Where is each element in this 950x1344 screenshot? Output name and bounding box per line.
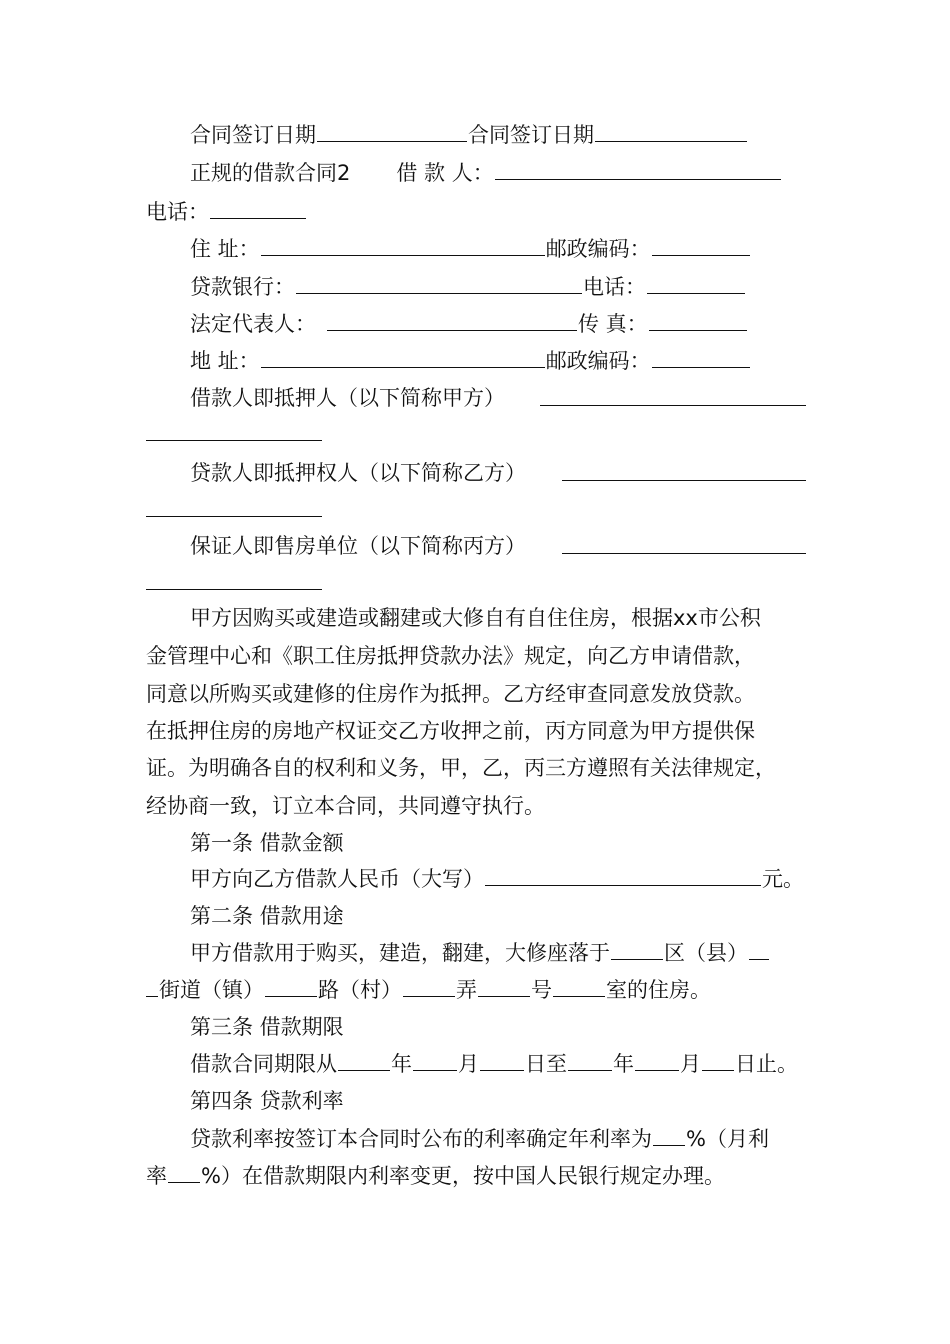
article-2-t7: 室的住房。	[606, 978, 711, 1002]
article-4-t3: 率	[146, 1164, 167, 1188]
article-1-text	[190, 864, 804, 894]
article-2-t1: 甲方借款用于购买，建造，翻建，大修座落于	[190, 941, 610, 965]
article-4-t4: %）在借款期限内利率变更，按中国人民银行规定办理。	[201, 1164, 725, 1188]
article-3-month-2: 月	[680, 1052, 701, 1076]
borrower-label: 借 款 人：	[396, 161, 494, 185]
article-4-t1: 贷款利率按签订本合同时公布的利率确定年利率为	[190, 1127, 652, 1151]
address-blank[interactable]	[261, 235, 545, 256]
lane-blank[interactable]	[403, 976, 455, 997]
district-blank[interactable]	[611, 939, 663, 960]
article-4-text-1	[190, 1124, 769, 1154]
article-2-t5: 弄	[456, 978, 477, 1002]
title-borrower-line	[190, 158, 782, 188]
document-title: 正规的借款合同2	[190, 161, 351, 185]
bank-line	[190, 272, 746, 302]
article-3-day-to: 日至	[525, 1052, 567, 1076]
article-3-text	[190, 1049, 798, 1079]
start-month-blank[interactable]	[413, 1050, 457, 1071]
loan-amount-blank[interactable]	[485, 865, 761, 886]
representative-label: 法定代表人：	[190, 312, 316, 336]
article-2-t3: 街道（镇）	[159, 978, 264, 1002]
party-b-blank[interactable]	[562, 480, 806, 481]
bank-phone-label: 电话：	[583, 275, 646, 299]
party-a-blank[interactable]	[540, 405, 806, 406]
phone-label: 电话：	[146, 200, 209, 224]
annual-rate-blank[interactable]	[653, 1125, 685, 1146]
article-4-t2: %（月利	[686, 1127, 769, 1151]
article-3-day-end: 日止。	[735, 1052, 798, 1076]
article-2-t2: 区（县）	[664, 941, 748, 965]
article-3-year-2: 年	[613, 1052, 634, 1076]
party-a-blank-cont[interactable]	[146, 440, 322, 441]
article-1-title: 第一条 借款金额	[190, 831, 344, 855]
road-blank[interactable]	[265, 976, 317, 997]
article-3-year-1: 年	[391, 1052, 412, 1076]
intro-line-2: 金管理中心和《职工住房抵押贷款办法》规定，向乙方申请借款，	[146, 644, 755, 668]
address-line-2	[190, 346, 751, 376]
article-1-text-b: 元。	[762, 867, 804, 891]
article-3-t1: 借款合同期限从	[190, 1052, 337, 1076]
intro-line-6: 经协商一致，订立本合同，共同遵守执行。	[146, 794, 545, 818]
postcode-label: 邮政编码：	[545, 237, 651, 261]
number-blank[interactable]	[478, 976, 530, 997]
monthly-rate-blank[interactable]	[168, 1162, 200, 1183]
intro-line-5: 证。为明确各自的权利和义务，甲，乙，丙三方遵照有关法律规定，	[146, 756, 776, 780]
signing-date-blank-2[interactable]	[595, 121, 747, 142]
phone-line	[146, 197, 307, 227]
address-label: 住 址：	[190, 237, 260, 261]
postcode-blank-2[interactable]	[652, 347, 750, 368]
address-blank-2[interactable]	[261, 347, 545, 368]
street-blank-cont[interactable]	[146, 976, 158, 997]
start-day-blank[interactable]	[480, 1050, 524, 1071]
intro-line-1: 甲方因购买或建造或翻建或大修自有自住住房，根据xx市公积	[190, 606, 761, 630]
article-1-text-a: 甲方向乙方借款人民币（大写）	[190, 867, 484, 891]
party-c-blank[interactable]	[562, 553, 806, 554]
article-2-t4: 路（村）	[318, 978, 402, 1002]
article-2-text-2	[146, 975, 711, 1005]
party-c-blank-cont[interactable]	[146, 589, 322, 590]
article-2-text-1	[190, 938, 770, 968]
phone-blank[interactable]	[210, 198, 306, 219]
party-c-line	[190, 531, 526, 561]
end-month-blank[interactable]	[635, 1050, 679, 1071]
bank-blank[interactable]	[296, 273, 582, 294]
intro-line-4: 在抵押住房的房地产权证交乙方收押之前，丙方同意为甲方提供保	[146, 719, 755, 743]
signing-date-blank-1[interactable]	[317, 121, 467, 142]
postcode-label-2: 邮政编码：	[545, 349, 651, 373]
end-year-blank[interactable]	[568, 1050, 612, 1071]
address-label-2: 地 址：	[190, 349, 260, 373]
representative-blank[interactable]	[327, 310, 577, 331]
start-year-blank[interactable]	[338, 1050, 390, 1071]
fax-label: 传 真：	[578, 312, 648, 336]
article-3-month-1: 月	[458, 1052, 479, 1076]
party-b-blank-cont[interactable]	[146, 516, 322, 517]
room-blank[interactable]	[553, 976, 605, 997]
borrower-blank[interactable]	[495, 159, 781, 180]
representative-line	[190, 309, 748, 339]
article-4-title: 第四条 贷款利率	[190, 1089, 344, 1113]
party-b-line	[190, 458, 526, 488]
end-day-blank[interactable]	[702, 1050, 734, 1071]
bank-phone-blank[interactable]	[647, 273, 745, 294]
signing-date-line	[190, 120, 748, 150]
article-3-title: 第三条 借款期限	[190, 1015, 344, 1039]
address-line	[190, 234, 751, 264]
article-4-text-2	[146, 1161, 725, 1191]
article-2-t6: 号	[531, 978, 552, 1002]
street-blank[interactable]	[749, 939, 769, 960]
party-a-line	[190, 383, 505, 413]
intro-line-3: 同意以所购买或建修的住房作为抵押。乙方经审查同意发放贷款。	[146, 682, 755, 706]
signing-date-label-2: 合同签订日期	[468, 123, 594, 147]
article-2-title: 第二条 借款用途	[190, 904, 344, 928]
party-c-label: 保证人即售房单位（以下简称丙方）	[190, 534, 526, 558]
bank-label: 贷款银行：	[190, 275, 295, 299]
signing-date-label-1: 合同签订日期	[190, 123, 316, 147]
fax-blank[interactable]	[649, 310, 747, 331]
postcode-blank[interactable]	[652, 235, 750, 256]
party-b-label: 贷款人即抵押权人（以下简称乙方）	[190, 461, 526, 485]
party-a-label: 借款人即抵押人（以下简称甲方）	[190, 386, 505, 410]
